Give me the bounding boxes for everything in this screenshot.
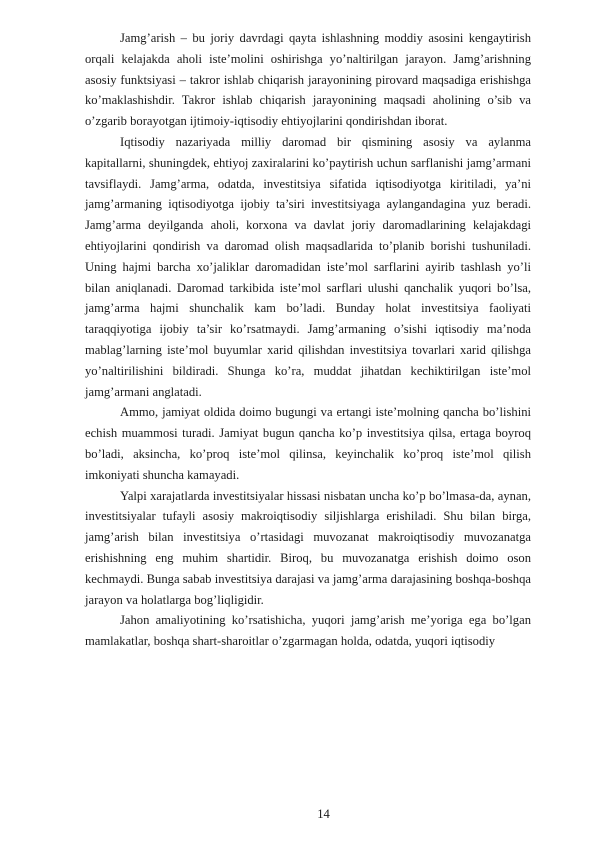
paragraph-world-practice: Jahon amaliyotining ko’rsatishicha, yuqori jamg’arish me’yoriga ega bo’lgan mamlakatlar, boshqa shart-sharoitlar o’zgarmagan holda, odatda, yuqori iqtisodiy [85,613,531,649]
paragraph-jamgarma-theory: Iqtisodiy nazariyada milliy daromad bir qismining asosiy va aylanma kapitallarni, shuningdek, ehtiyoj zaxiralarini ko’paytirish uchun sarflanishi jamg’armani tavsiflaydi. Jamg’arma, odatda, investitsiya sifatida iqtisodiyotga kiritiladi, ya’ni jamg’armaning iqtisodiyotga ijobiy ta’siri investitsiyaga aylangandagina yuz beradi. Jamg’arma deyilganda aholi, korxona va davlat joriy daromadlarining kelajakdagi ehtiyojlarini qondirish va daromad olish maqsadlarida to’planib borishi tushuniladi. Uning hajmi barcha xo’jaliklar daromadidan iste’mol sarflarini ayirib tashlash yo’li bilan aniqlanadi. Daromad tarkibida iste’mol sarflari ulushi qanchalik yuqori bo’lsa, jamg’arma hajmi shunchalik kam bo’ladi. Bunday holat investitsiya faoliyati taraqqiyotiga ijobiy ta’sir ko’rsatmaydi. Jamg’armaning o’sishi iqtisodiy ma’noda mablag’larning iste’mol buyumlar xarid qilishdan investitsiya tovarlari xarid qilishga yo’naltirilishini bildiradi. Shunga ko’ra, muddat jihatdan kechiktirilgan iste’mol jamg’armani anglatadi. [85,134,531,399]
paragraph-jamgarish-definition: Jamg’arish – bu joriy davrdagi qayta ishlashning moddiy asosini kengaytirish orqali kelajakda aholi iste’molini oshirishga yo’naltirilgan jarayon. Jamg’arishning asosiy funktsiyasi – takror ishlab chiqarish jarayonining pirovard maqsadiga erishishga ko’maklashishdir. Takror ishlab chiqarish jarayonining maqsadi aholining o’sib va o’zgarib borayotgan ijtimoiy-iqtisodiy ehtiyojlarini qondirishdan iborat. [85,31,531,129]
paragraph-investment-balance: Yalpi xarajatlarda investitsiyalar hissasi nisbatan uncha ko’p bo’lmasa-da, aynan, investitsiyalar tufayli asosiy makroiqtisodiy siljishlarga erishiladi. Shu bilan birga, jamg’arish bilan investitsiya o’rtasidagi muvozanat makroiqtisodiy muvozanatga erishishning eng muhim shartidir. Biroq, bu muvozanatga erishish doimo oson kechmaydi. Bunga sabab investitsiya darajasi va jamg’arma darajasining boshqa-boshqa jarayon va holatlarga bog’liqligidir. [85,488,531,607]
document-body [85,28,531,652]
page-number: 14 [317,807,330,821]
paragraph-consumption-dilemma: Ammo, jamiyat oldida doimo bugungi va ertangi iste’molning qancha bo’lishini echish muammosi turadi. Jamiyat bugun qancha ko’p investitsiya qilsa, ertaga boyroq bo’ladi, aksincha, ko’proq iste’mol qilinsa, keyinchalik ko’proq iste’mol qilish imkoniyati shuncha kamayadi. [85,405,531,482]
